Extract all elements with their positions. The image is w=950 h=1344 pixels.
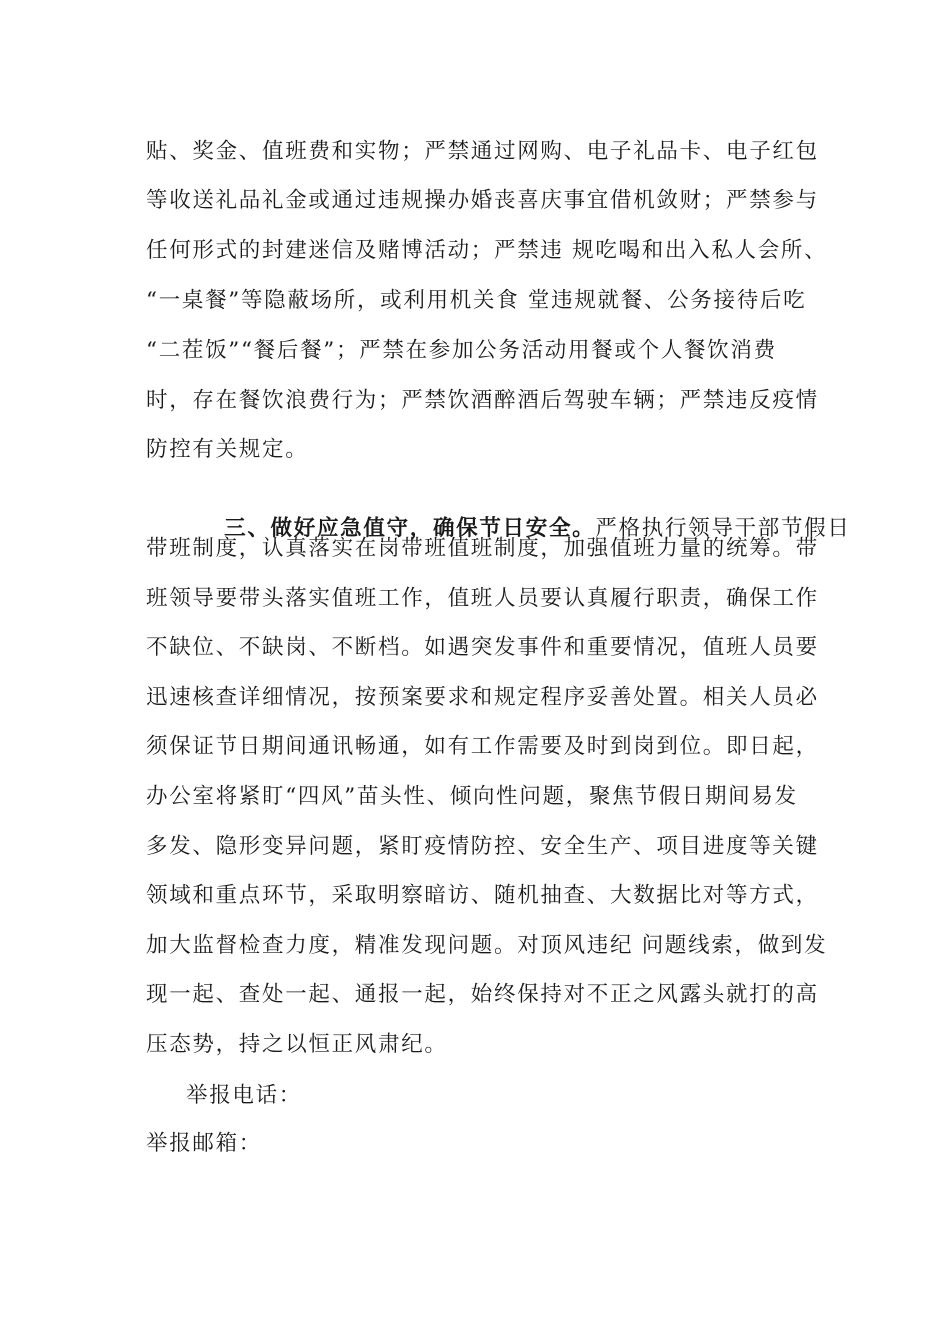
- paragraph-line: 时，存在餐饮浪费行为；严禁饮酒醉酒后驾驶车辆；严禁违反疫情: [146, 388, 819, 413]
- paragraph-line: 不缺位、不缺岗、不断档。如遇突发事件和重要情况，值班人员要: [146, 635, 819, 660]
- paragraph-line: 办公室将紧盯“四风”苗头性、倾向性问题，聚焦节假日期间易发: [146, 784, 798, 809]
- paragraph-line: 班领导要带头落实值班工作，值班人员要认真履行职责，确保工作: [146, 586, 819, 611]
- report-email-label: 举报邮箱：: [146, 1131, 263, 1156]
- paragraph-line: 任何形式的封建迷信及赌博活动；严禁违 规吃喝和出入私人会所、: [146, 238, 828, 263]
- section-3-first-line-text: 严格执行领导干部节假日: [595, 516, 851, 541]
- paragraph-line: 加大监督检查力度，精准发现问题。对顶风违纪 问题线索，做到发: [146, 933, 828, 958]
- paragraph-line: 等收送礼品礼金或通过违规操办婚丧喜庆事宜借机敛财；严禁参与: [146, 188, 819, 213]
- section-3-heading: 三、做好应急值守，确保节日安全。: [224, 516, 596, 541]
- report-phone-label: 举报电话：: [186, 1083, 303, 1108]
- paragraph-line: 须保证节日期间通讯畅通，如有工作需要及时到岗到位。即日起，: [146, 734, 819, 759]
- paragraph-line: 防控有关规定。: [146, 437, 309, 462]
- paragraph-line: 带班制度，认真落实在岗带班值班制度，加强值班力量的统筹。带: [146, 536, 819, 561]
- paragraph-line: 压态势，持之以恒正风肃纪。: [146, 1032, 448, 1057]
- paragraph-line: 多发、隐形变异问题，紧盯疫情防控、安全生产、项目进度等关键: [146, 834, 819, 859]
- paragraph-line: 现一起、查处一起、通报一起，始终保持对不正之风露头就打的高: [146, 982, 819, 1007]
- paragraph-line: “二茬饭”“餐后餐”；严禁在参加公务活动用餐或个人餐饮消费: [146, 338, 777, 363]
- paragraph-line: 迅速核查详细情况，按预案要求和规定程序妥善处置。相关人员必: [146, 685, 819, 710]
- paragraph-line: “一桌餐”等隐蔽场所，或利用机关食 堂违规就餐、公务接待后吃: [146, 288, 807, 313]
- paragraph-line: 贴、奖金、值班费和实物；严禁通过网购、电子礼品卡、电子红包: [146, 139, 819, 164]
- paragraph-line: 领域和重点环节，采取明察暗访、随机抽查、大数据比对等方式，: [146, 883, 819, 908]
